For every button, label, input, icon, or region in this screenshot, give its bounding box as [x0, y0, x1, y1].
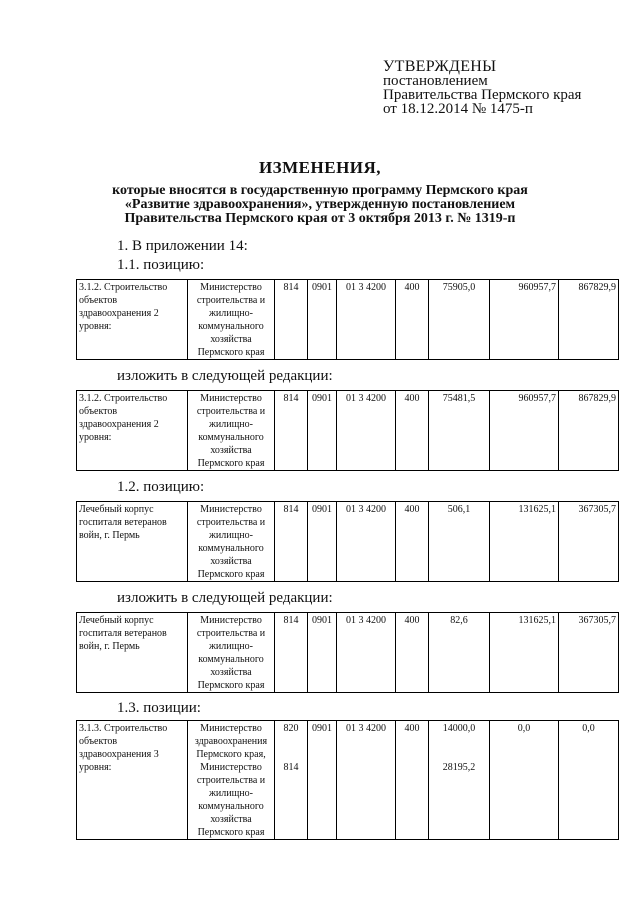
- cell-name: Лечебный корпус госпиталя ветеранов войн, г. Пермь: [77, 502, 188, 582]
- cell-k1: 814: [275, 502, 308, 582]
- cell-name: 3.1.3. Строительство объектов здравоохранения 3 уровня:: [77, 721, 188, 840]
- cell-v3: 867829,9: [559, 280, 619, 360]
- cell-v1-a: 14000,0: [442, 723, 476, 734]
- cell-k4: 400: [396, 721, 429, 840]
- approval-title: УТВЕРЖДЕНЫ: [383, 58, 497, 75]
- cell-k4: 400: [396, 391, 429, 471]
- cell-k1: 814: [275, 280, 308, 360]
- cell-v1: 75905,0: [429, 280, 490, 360]
- section-1-2-replace: изложить в следующей редакции:: [117, 590, 333, 606]
- cell-org: Министерство строительства и жилищно-коммунального хозяйства Пермского края: [188, 391, 275, 471]
- table-row: [77, 613, 619, 693]
- cell-org: Министерство строительства и жилищно-коммунального хозяйства Пермского края: [188, 502, 275, 582]
- table-1-2-new: [76, 612, 619, 693]
- approval-line-3: Правительства Пермского края: [383, 87, 582, 103]
- cell-name: 3.1.2. Строительство объектов здравоохранения 2 уровня:: [77, 391, 188, 471]
- cell-k3: 01 3 4200: [337, 280, 396, 360]
- cell-v2: 131625,1: [490, 502, 559, 582]
- approval-line-4: от 18.12.2014 № 1475-п: [383, 101, 533, 117]
- cell-org-health: Министерство здравоохранения Пермского края,: [194, 723, 268, 760]
- cell-k4: 400: [396, 280, 429, 360]
- cell-k2: 0901: [308, 280, 337, 360]
- table-1-1-old: [76, 279, 619, 360]
- table-1-2-old: [76, 501, 619, 582]
- cell-v2: 960957,7: [490, 280, 559, 360]
- cell-k2: 0901: [308, 502, 337, 582]
- cell-v1: 75481,5: [429, 391, 490, 471]
- title-line-1: которые вносятся в государственную программу Пермского края: [112, 183, 528, 198]
- cell-v3: 0,0: [559, 721, 619, 840]
- cell-k1: 814: [275, 613, 308, 693]
- cell-k1-a: 820: [283, 723, 299, 734]
- cell-org: Министерство строительства и жилищно-коммунального хозяйства Пермского края: [188, 613, 275, 693]
- cell-org: Министерство строительства и жилищно-коммунального хозяйства Пермского края: [188, 280, 275, 360]
- section-1-3: 1.3. позиции:: [117, 700, 201, 716]
- cell-v3: 867829,9: [559, 391, 619, 471]
- cell-k2: 0901: [308, 391, 337, 471]
- cell-v1-b: 28195,2: [442, 762, 476, 773]
- cell-k3: 01 3 4200: [337, 613, 396, 693]
- cell-k1-b: 814: [283, 762, 299, 773]
- cell-v1: 82,6: [429, 613, 490, 693]
- cell-org-construction: Министерство строительства и жилищно-коммунального хозяйства Пермского края: [196, 762, 266, 838]
- table-row: [77, 391, 619, 471]
- table-1-3-old: [76, 720, 619, 840]
- cell-name: Лечебный корпус госпиталя ветеранов войн, г. Пермь: [77, 613, 188, 693]
- section-1-2: 1.2. позицию:: [117, 479, 205, 495]
- section-1-1: 1.1. позицию:: [117, 257, 205, 273]
- cell-v2: 960957,7: [490, 391, 559, 471]
- table-row: [77, 280, 619, 360]
- table-row: [77, 721, 619, 840]
- cell-k3: 01 3 4200: [337, 721, 396, 840]
- cell-k4: 400: [396, 502, 429, 582]
- cell-v1: [429, 721, 490, 840]
- title-line-3: Правительства Пермского края от 3 октября 2013 г. № 1319-п: [124, 211, 516, 226]
- cell-v2: 0,0: [490, 721, 559, 840]
- cell-k3: 01 3 4200: [337, 391, 396, 471]
- cell-org: [188, 721, 275, 840]
- approval-line-2: постановлением: [383, 73, 488, 89]
- section-appendix: 1. В приложении 14:: [117, 238, 248, 254]
- table-1-1-new: [76, 390, 619, 471]
- cell-k1: 814: [275, 391, 308, 471]
- cell-name: 3.1.2. Строительство объектов здравоохранения 2 уровня:: [77, 280, 188, 360]
- table-row: [77, 502, 619, 582]
- cell-v2: 131625,1: [490, 613, 559, 693]
- title-heading: ИЗМЕНЕНИЯ,: [258, 158, 382, 177]
- section-1-1-replace: изложить в следующей редакции:: [117, 368, 333, 384]
- cell-k1: [275, 721, 308, 840]
- document-title: [0, 158, 640, 226]
- title-line-2: «Развитие здравоохранения», утвержденную постановлением: [124, 197, 516, 212]
- cell-k3: 01 3 4200: [337, 502, 396, 582]
- cell-k2: 0901: [308, 613, 337, 693]
- cell-k4: 400: [396, 613, 429, 693]
- cell-v1: 506,1: [429, 502, 490, 582]
- approval-stamp: [383, 60, 581, 116]
- cell-v3: 367305,7: [559, 613, 619, 693]
- cell-k2: 0901: [308, 721, 337, 840]
- cell-v3: 367305,7: [559, 502, 619, 582]
